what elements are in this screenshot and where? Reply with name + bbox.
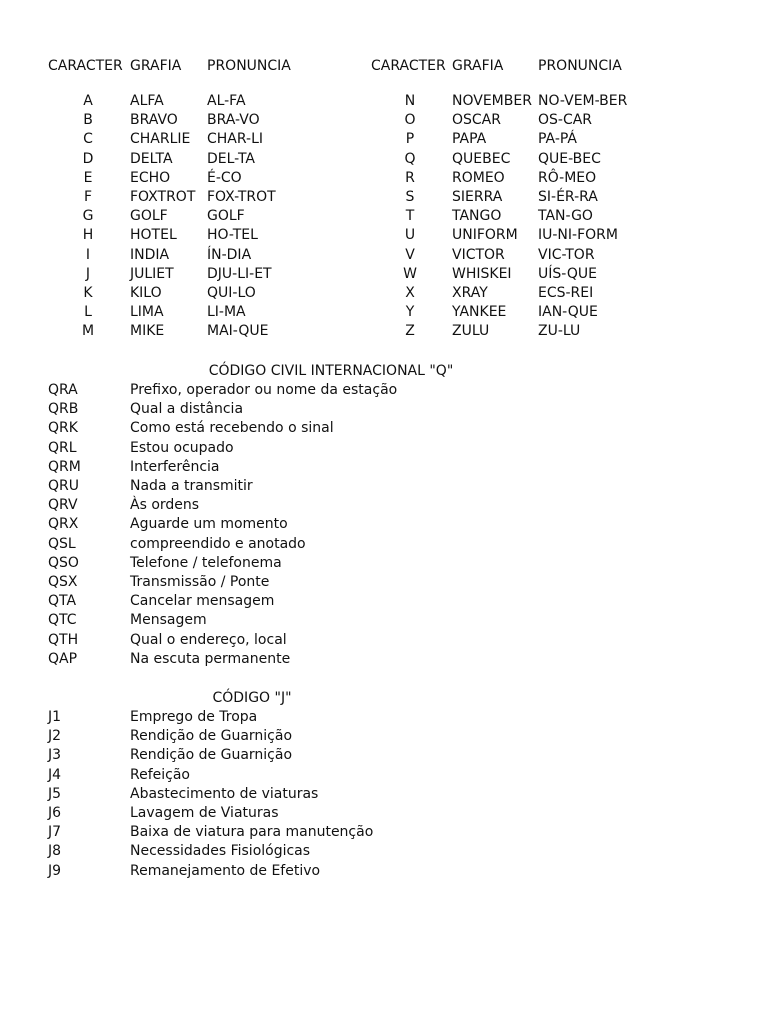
code-label: QSX bbox=[48, 574, 78, 590]
code-label: QRX bbox=[48, 516, 79, 533]
alphabet-spelling: TANGO bbox=[452, 208, 502, 225]
alphabet-char: U bbox=[404, 227, 416, 244]
alphabet-char: K bbox=[83, 285, 93, 301]
alphabet-spelling: KILO bbox=[130, 285, 162, 301]
alphabet-pronunciation: AL-FA bbox=[207, 93, 246, 109]
alphabet-char: H bbox=[82, 227, 94, 244]
alphabet-pronunciation: FOX-TROT bbox=[207, 189, 276, 205]
code-label: J8 bbox=[48, 843, 62, 860]
alphabet-char: S bbox=[405, 189, 415, 205]
code-meaning: Transmissão / Ponte bbox=[130, 574, 270, 590]
alphabet-pronunciation: É-CO bbox=[207, 169, 242, 186]
code-label: J4 bbox=[48, 766, 62, 783]
code-label: QRV bbox=[48, 497, 78, 514]
alphabet-pronunciation: DEL-TA bbox=[207, 150, 255, 167]
code-label: QTA bbox=[48, 593, 77, 610]
alphabet-char: I bbox=[85, 246, 91, 263]
alphabet-pronunciation: IAN-QUE bbox=[538, 304, 598, 321]
alphabet-spelling: XRAY bbox=[452, 285, 488, 301]
alphabet-pronunciation: LI-MA bbox=[207, 304, 246, 321]
code-label: QRM bbox=[48, 458, 81, 475]
alphabet-pronunciation: VIC-TOR bbox=[538, 246, 595, 263]
alphabet-char: P bbox=[405, 131, 415, 148]
alphabet-spelling: FOXTROT bbox=[130, 189, 196, 205]
code-label: QRK bbox=[48, 420, 78, 437]
alphabet-char: M bbox=[81, 323, 95, 340]
alphabet-char: G bbox=[82, 208, 94, 225]
code-meaning: Às ordens bbox=[130, 497, 200, 514]
alphabet-spelling: JULIET bbox=[130, 265, 174, 282]
code-label: J7 bbox=[48, 824, 62, 841]
alphabet-pronunciation: OS-CAR bbox=[538, 112, 593, 129]
code-meaning: Lavagem de Viaturas bbox=[130, 805, 279, 821]
alphabet-spelling: PAPA bbox=[452, 131, 487, 148]
code-meaning: Aguarde um momento bbox=[130, 516, 288, 533]
alphabet-char: N bbox=[404, 93, 416, 109]
code-meaning: Telefone / telefonema bbox=[130, 554, 282, 571]
code-meaning: Rendição de Guarnição bbox=[130, 747, 293, 764]
alphabet-spelling: VICTOR bbox=[452, 246, 505, 263]
code-label: J5 bbox=[48, 785, 62, 802]
alphabet-spelling: OSCAR bbox=[452, 112, 501, 129]
alphabet-pronunciation: QUI-LO bbox=[207, 285, 256, 301]
code-label: J6 bbox=[48, 805, 62, 821]
code-meaning: compreendido e anotado bbox=[130, 535, 306, 552]
code-meaning: Como está recebendo o sinal bbox=[130, 420, 334, 437]
alphabet-spelling: WHISKEI bbox=[452, 265, 512, 282]
header-right-char: CARACTER bbox=[371, 58, 446, 74]
alphabet-char: B bbox=[83, 112, 93, 129]
alphabet-spelling: GOLF bbox=[130, 208, 168, 225]
code-meaning: Emprego de Tropa bbox=[130, 709, 258, 725]
code-meaning: Cancelar mensagem bbox=[130, 593, 275, 610]
alphabet-pronunciation: GOLF bbox=[207, 208, 245, 225]
header-left-spelling: GRAFIA bbox=[130, 58, 182, 74]
alphabet-pronunciation: PA-PÁ bbox=[538, 131, 577, 148]
alphabet-char: Q bbox=[404, 150, 416, 167]
alphabet-spelling: LIMA bbox=[130, 304, 164, 321]
code-label: QTH bbox=[48, 631, 79, 648]
code-label: QRU bbox=[48, 478, 79, 494]
code-meaning: Refeição bbox=[130, 766, 190, 783]
code-meaning: Estou ocupado bbox=[130, 439, 234, 456]
alphabet-spelling: DELTA bbox=[130, 150, 173, 167]
alphabet-pronunciation: NO-VEM-BER bbox=[538, 93, 628, 109]
code-meaning: Prefixo, operador ou nome da estação bbox=[130, 382, 398, 398]
code-label: QAP bbox=[48, 650, 78, 667]
code-label: J9 bbox=[48, 862, 62, 879]
code-meaning: Rendição de Guarnição bbox=[130, 728, 293, 745]
alphabet-char: A bbox=[83, 93, 93, 109]
alphabet-char: X bbox=[405, 285, 415, 301]
code-meaning: Qual a distância bbox=[130, 401, 244, 418]
alphabet-char: Y bbox=[405, 304, 415, 321]
alphabet-pronunciation: IU-NI-FORM bbox=[538, 227, 618, 244]
code-label: QSL bbox=[48, 535, 76, 552]
alphabet-spelling: QUEBEC bbox=[452, 150, 511, 167]
alphabet-spelling: ZULU bbox=[452, 323, 490, 340]
alphabet-spelling: ROMEO bbox=[452, 169, 505, 186]
code-label: QRL bbox=[48, 439, 77, 456]
code-label: J2 bbox=[48, 728, 62, 745]
code-label: J3 bbox=[48, 747, 62, 764]
alphabet-pronunciation: MAI-QUE bbox=[207, 323, 269, 340]
alphabet-char: C bbox=[83, 131, 93, 148]
code-label: QSO bbox=[48, 554, 79, 571]
q-code-title: CÓDIGO CIVIL INTERNACIONAL "Q" bbox=[208, 363, 454, 379]
code-meaning: Baixa de viatura para manutenção bbox=[130, 824, 374, 841]
code-label: J1 bbox=[48, 709, 62, 725]
j-code-title: CÓDIGO "J" bbox=[212, 690, 292, 706]
alphabet-pronunciation: ZU-LU bbox=[538, 323, 581, 340]
alphabet-spelling: UNIFORM bbox=[452, 227, 518, 244]
alphabet-char: D bbox=[82, 150, 94, 167]
header-left-char: CARACTER bbox=[48, 58, 123, 74]
alphabet-spelling: YANKEE bbox=[452, 304, 507, 321]
alphabet-spelling: NOVEMBER bbox=[452, 93, 532, 109]
alphabet-char: R bbox=[405, 169, 415, 186]
code-meaning: Interferência bbox=[130, 458, 220, 475]
alphabet-pronunciation: BRA-VO bbox=[207, 112, 260, 129]
alphabet-pronunciation: ÍN-DIA bbox=[207, 246, 252, 263]
code-meaning: Necessidades Fisiológicas bbox=[130, 843, 311, 860]
alphabet-spelling: SIERRA bbox=[452, 189, 503, 205]
alphabet-spelling: MIKE bbox=[130, 323, 165, 340]
alphabet-spelling: CHARLIE bbox=[130, 131, 191, 148]
alphabet-char: W bbox=[403, 265, 417, 282]
alphabet-pronunciation: QUE-BEC bbox=[538, 150, 601, 167]
code-meaning: Abastecimento de viaturas bbox=[130, 785, 319, 802]
code-meaning: Qual o endereço, local bbox=[130, 631, 287, 648]
alphabet-spelling: HOTEL bbox=[130, 227, 177, 244]
alphabet-pronunciation: ECS-REI bbox=[538, 285, 594, 301]
code-meaning: Nada a transmitir bbox=[130, 478, 253, 494]
code-label: QRA bbox=[48, 382, 78, 398]
code-meaning: Remanejamento de Efetivo bbox=[130, 862, 321, 879]
header-left-pron: PRONUNCIA bbox=[207, 58, 291, 74]
code-label: QTC bbox=[48, 612, 77, 629]
alphabet-pronunciation: HO-TEL bbox=[207, 227, 258, 244]
alphabet-char: Z bbox=[405, 323, 415, 340]
code-meaning: Na escuta permanente bbox=[130, 650, 291, 667]
alphabet-pronunciation: DJU-LI-ET bbox=[207, 265, 272, 282]
alphabet-pronunciation: RÔ-MEO bbox=[538, 169, 597, 186]
alphabet-char: L bbox=[84, 304, 92, 321]
alphabet-spelling: ECHO bbox=[130, 169, 171, 186]
alphabet-char: E bbox=[83, 169, 93, 186]
alphabet-pronunciation: UÍS-QUE bbox=[538, 265, 597, 282]
alphabet-spelling: BRAVO bbox=[130, 112, 178, 129]
alphabet-char: O bbox=[404, 112, 416, 129]
alphabet-pronunciation: CHAR-LI bbox=[207, 131, 264, 148]
alphabet-char: F bbox=[83, 189, 93, 205]
alphabet-char: T bbox=[405, 208, 415, 225]
alphabet-pronunciation: TAN-GO bbox=[538, 208, 593, 225]
alphabet-char: J bbox=[85, 265, 91, 282]
code-meaning: Mensagem bbox=[130, 612, 207, 629]
code-label: QRB bbox=[48, 401, 79, 418]
alphabet-spelling: ALFA bbox=[130, 93, 164, 109]
alphabet-pronunciation: SI-ÉR-RA bbox=[538, 189, 598, 205]
alphabet-spelling: INDIA bbox=[130, 246, 170, 263]
header-right-pron: PRONUNCIA bbox=[538, 58, 622, 74]
alphabet-char: V bbox=[405, 246, 415, 263]
header-right-spelling: GRAFIA bbox=[452, 58, 504, 74]
